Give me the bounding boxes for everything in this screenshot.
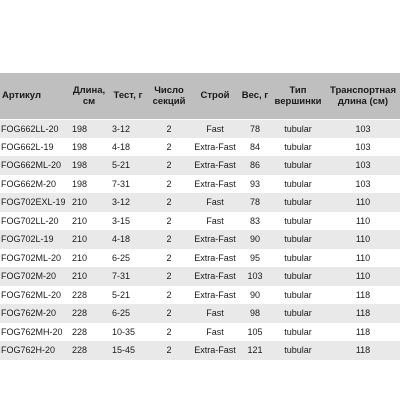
- cell-tip: tubular: [270, 323, 326, 342]
- cell-sections: 2: [148, 175, 190, 194]
- cell-weight: 103: [240, 267, 270, 286]
- cell-tip: tubular: [270, 286, 326, 305]
- cell-action: Fast: [190, 304, 240, 323]
- cell-action: Extra-Fast: [190, 175, 240, 194]
- header-sections: Число секций: [148, 73, 190, 119]
- rod-spec-table: [0, 73, 400, 360]
- cell-test: 4-18: [108, 230, 148, 249]
- cell-length: 198: [70, 119, 108, 138]
- cell-weight: 105: [240, 323, 270, 342]
- table-row: [0, 212, 400, 231]
- cell-tip: tubular: [270, 341, 326, 360]
- cell-action: Extra-Fast: [190, 230, 240, 249]
- table-row: [0, 304, 400, 323]
- cell-transport-length: 118: [326, 323, 400, 342]
- cell-article: FOG702M-20: [0, 267, 70, 286]
- cell-weight: 83: [240, 212, 270, 231]
- cell-action: Fast: [190, 323, 240, 342]
- cell-sections: 2: [148, 156, 190, 175]
- cell-sections: 2: [148, 323, 190, 342]
- table-row: [0, 267, 400, 286]
- cell-length: 228: [70, 323, 108, 342]
- cell-article: FOG762M-20: [0, 304, 70, 323]
- header-tip: Тип вершинки: [270, 73, 326, 119]
- cell-tip: tubular: [270, 156, 326, 175]
- cell-length: 198: [70, 138, 108, 157]
- cell-weight: 90: [240, 286, 270, 305]
- cell-tip: tubular: [270, 304, 326, 323]
- cell-sections: 2: [148, 249, 190, 268]
- cell-article: FOG702EXL-19: [0, 193, 70, 212]
- cell-sections: 2: [148, 212, 190, 231]
- cell-length: 198: [70, 175, 108, 194]
- spec-table-container: [0, 73, 400, 360]
- cell-weight: 90: [240, 230, 270, 249]
- cell-action: Fast: [190, 193, 240, 212]
- cell-length: 228: [70, 304, 108, 323]
- table-row: [0, 249, 400, 268]
- cell-tip: tubular: [270, 119, 326, 138]
- table-row: [0, 341, 400, 360]
- cell-weight: 121: [240, 341, 270, 360]
- cell-test: 6-25: [108, 304, 148, 323]
- cell-weight: 78: [240, 193, 270, 212]
- cell-sections: 2: [148, 193, 190, 212]
- header-action: Строй: [190, 73, 240, 119]
- cell-length: 198: [70, 156, 108, 175]
- cell-article: FOG702ML-20: [0, 249, 70, 268]
- cell-article: FOG662ML-20: [0, 156, 70, 175]
- cell-sections: 2: [148, 119, 190, 138]
- cell-action: Extra-Fast: [190, 267, 240, 286]
- header-test: Тест, г: [108, 73, 148, 119]
- cell-length: 210: [70, 230, 108, 249]
- cell-transport-length: 110: [326, 230, 400, 249]
- cell-tip: tubular: [270, 193, 326, 212]
- header-row: [0, 73, 400, 119]
- cell-article: FOG662M-20: [0, 175, 70, 194]
- cell-test: 3-15: [108, 212, 148, 231]
- cell-transport-length: 103: [326, 156, 400, 175]
- table-body: [0, 119, 400, 360]
- table-row: [0, 175, 400, 194]
- cell-length: 228: [70, 341, 108, 360]
- cell-sections: 2: [148, 230, 190, 249]
- cell-weight: 86: [240, 156, 270, 175]
- cell-weight: 95: [240, 249, 270, 268]
- cell-transport-length: 118: [326, 286, 400, 305]
- table-row: [0, 286, 400, 305]
- cell-tip: tubular: [270, 212, 326, 231]
- cell-transport-length: 103: [326, 138, 400, 157]
- cell-length: 210: [70, 249, 108, 268]
- cell-test: 7-31: [108, 267, 148, 286]
- cell-article: FOG662L-19: [0, 138, 70, 157]
- cell-tip: tubular: [270, 138, 326, 157]
- cell-tip: tubular: [270, 267, 326, 286]
- cell-transport-length: 103: [326, 175, 400, 194]
- cell-weight: 78: [240, 119, 270, 138]
- cell-article: FOG662LL-20: [0, 119, 70, 138]
- cell-length: 210: [70, 212, 108, 231]
- cell-length: 210: [70, 267, 108, 286]
- cell-transport-length: 110: [326, 212, 400, 231]
- cell-transport-length: 110: [326, 249, 400, 268]
- cell-sections: 2: [148, 267, 190, 286]
- header-article: Артикул: [0, 73, 70, 119]
- cell-action: Extra-Fast: [190, 341, 240, 360]
- cell-test: 6-25: [108, 249, 148, 268]
- cell-transport-length: 110: [326, 193, 400, 212]
- cell-test: 5-21: [108, 156, 148, 175]
- header-weight: Вес, г: [240, 73, 270, 119]
- cell-article: FOG702L-19: [0, 230, 70, 249]
- cell-action: Extra-Fast: [190, 138, 240, 157]
- cell-length: 210: [70, 193, 108, 212]
- cell-weight: 98: [240, 304, 270, 323]
- cell-length: 228: [70, 286, 108, 305]
- cell-tip: tubular: [270, 175, 326, 194]
- cell-test: 3-12: [108, 193, 148, 212]
- cell-article: FOG702LL-20: [0, 212, 70, 231]
- table-row: [0, 193, 400, 212]
- cell-action: Fast: [190, 212, 240, 231]
- cell-transport-length: 118: [326, 341, 400, 360]
- cell-action: Extra-Fast: [190, 286, 240, 305]
- cell-transport-length: 103: [326, 119, 400, 138]
- cell-sections: 2: [148, 341, 190, 360]
- cell-sections: 2: [148, 304, 190, 323]
- table-row: [0, 230, 400, 249]
- cell-tip: tubular: [270, 249, 326, 268]
- cell-tip: tubular: [270, 230, 326, 249]
- cell-sections: 2: [148, 138, 190, 157]
- cell-action: Fast: [190, 119, 240, 138]
- cell-article: FOG762MH-20: [0, 323, 70, 342]
- cell-test: 15-45: [108, 341, 148, 360]
- header-transport-length: Транспортная длина (см): [326, 73, 400, 119]
- cell-test: 3-12: [108, 119, 148, 138]
- table-header: [0, 73, 400, 119]
- cell-action: Extra-Fast: [190, 156, 240, 175]
- cell-weight: 93: [240, 175, 270, 194]
- cell-weight: 84: [240, 138, 270, 157]
- table-row: [0, 119, 400, 138]
- cell-test: 10-35: [108, 323, 148, 342]
- table-row: [0, 323, 400, 342]
- table-row: [0, 156, 400, 175]
- cell-test: 7-31: [108, 175, 148, 194]
- cell-test: 4-18: [108, 138, 148, 157]
- cell-test: 5-21: [108, 286, 148, 305]
- cell-article: FOG762ML-20: [0, 286, 70, 305]
- cell-sections: 2: [148, 286, 190, 305]
- cell-transport-length: 110: [326, 267, 400, 286]
- header-length: Длина, см: [70, 73, 108, 119]
- cell-article: FOG762H-20: [0, 341, 70, 360]
- cell-transport-length: 118: [326, 304, 400, 323]
- cell-action: Extra-Fast: [190, 249, 240, 268]
- table-row: [0, 138, 400, 157]
